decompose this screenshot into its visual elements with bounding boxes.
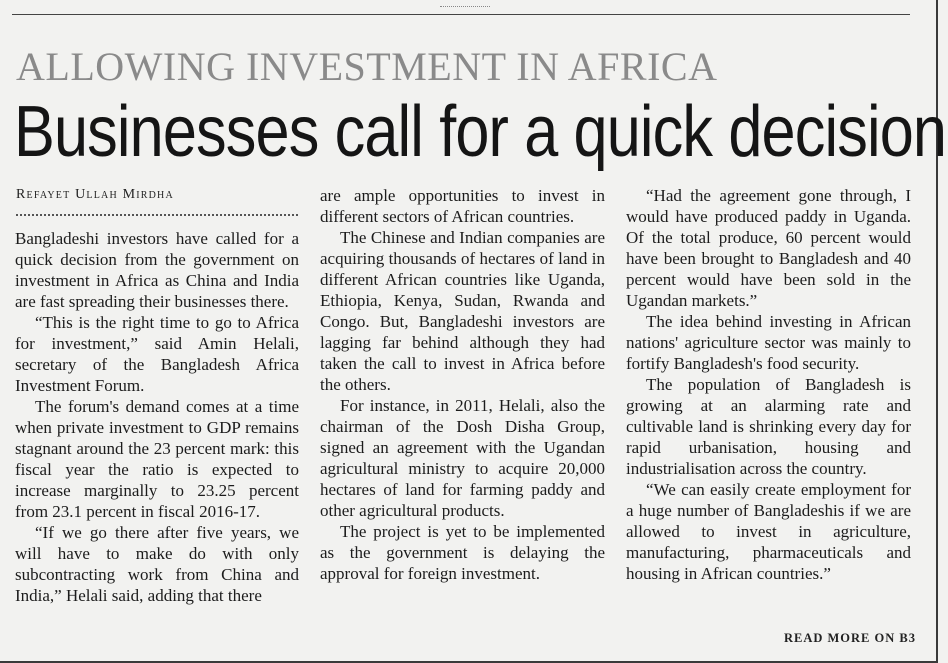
- paragraph: The project is yet to be implemented as the government is delaying the approval for foreign investment.: [320, 522, 605, 583]
- article-column-3: [626, 185, 911, 584]
- top-mark: [440, 0, 490, 7]
- article-headline: Businesses call for a quick decision: [14, 92, 947, 172]
- top-rule: [12, 14, 910, 15]
- article-kicker: ALLOWING INVESTMENT IN AFRICA: [16, 44, 718, 89]
- paragraph: The Chinese and Indian companies are acquiring thousands of hectares of land in different African countries like Uganda, Ethiopia, Kenya, Sudan, Rwanda and Congo. But, Bangladeshi investors are lagging far behind although they had taken the call to invest in Africa before the others.: [320, 228, 605, 394]
- paragraph: “This is the right time to go to Africa for investment,” said Amin Helali, secretary of the Bangladesh Africa Investment Forum.: [15, 313, 299, 395]
- paragraph: Bangladeshi investors have called for a quick decision from the government on investment in Africa as China and India are fast spreading their businesses there.: [15, 229, 299, 311]
- paragraph: are ample opportunities to invest in different sectors of African countries.: [320, 186, 605, 226]
- paragraph: The population of Bangladesh is growing at an alarming rate and cultivable land is shrinking every day for rapid urbanisation, housing and industrialisation across the country.: [626, 375, 911, 478]
- article-byline: Refayet Ullah Mirdha: [16, 187, 174, 202]
- read-more-link[interactable]: READ MORE ON B3: [783, 631, 916, 645]
- byline-divider: [16, 214, 298, 216]
- paragraph: The forum's demand comes at a time when private investment to GDP remains stagnant around the 23 percent mark: this fiscal year the ratio is expected to increase marginally to 23.25 percent from 23.1 percent in fiscal 2016-17.: [15, 397, 299, 521]
- paragraph: For instance, in 2011, Helali, also the chairman of the Dosh Disha Group, signed an agreement with the Ugandan agricultural ministry to acquire 20,000 hectares of land for farming paddy and other agricultural products.: [320, 396, 605, 520]
- paragraph: “If we go there after five years, we will have to make do with only subcontracting work from China and India,” Helali said, adding that there: [15, 523, 299, 605]
- article-column-2: [320, 185, 605, 584]
- paragraph: “Had the agreement gone through, I would have produced paddy in Uganda. Of the total produce, 60 percent would have been brought to Bangladesh and 40 percent would have been sold in the Ugandan markets.”: [626, 186, 911, 310]
- article-column-1: [15, 228, 299, 606]
- paragraph: The idea behind investing in African nations' agriculture sector was mainly to fortify Bangladesh's food security.: [626, 312, 911, 373]
- paragraph: “We can easily create employment for a huge number of Bangladeshis if we are allowed to invest in agriculture, manufacturing, pharmaceuticals and housing in African countries.”: [626, 480, 911, 583]
